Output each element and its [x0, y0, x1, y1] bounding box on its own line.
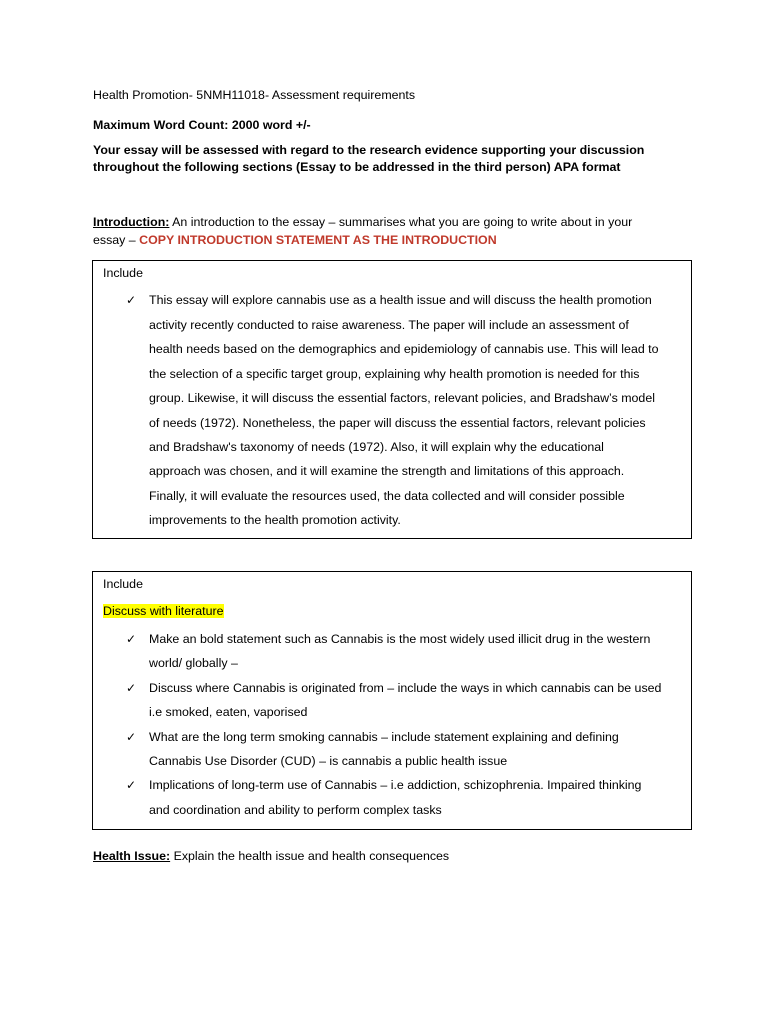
list-item-line: What are the long term smoking cannabis – include statement explaining and defining	[149, 730, 619, 744]
intro-statement-line: Finally, it will evaluate the resources used, the data collected and will consider possible	[149, 489, 625, 503]
introduction-include-box	[92, 260, 692, 539]
discuss-literature-label	[103, 604, 224, 618]
introduction-line-1	[93, 215, 632, 229]
introduction-text: An introduction to the essay – summarises what you are going to write about in your	[169, 215, 633, 229]
word-count-line: Maximum Word Count: 2000 word +/-	[93, 118, 311, 132]
literature-include-box	[92, 571, 692, 830]
list-item-line: Make an bold statement such as Cannabis is the most widely used illicit drug in the western	[149, 632, 651, 646]
document-title: Health Promotion- 5NMH11018- Assessment requirements	[93, 88, 416, 102]
list-item-line: and coordination and ability to perform complex tasks	[149, 803, 442, 817]
health-issue-heading: Health Issue:	[93, 849, 171, 863]
list-item-line: world/ globally –	[149, 656, 238, 670]
intro-statement-line: improvements to the health promotion activity.	[149, 513, 401, 527]
intro-statement-line: group. Likewise, it will discuss the essential factors, relevant policies, and Bradshaw’s model	[149, 391, 655, 405]
health-issue-line	[93, 849, 449, 863]
checkmark-icon: ✓	[126, 778, 137, 792]
intro-statement-line: approach was chosen, and it will examine the strength and limitations of this approach.	[149, 464, 625, 478]
checkmark-icon: ✓	[126, 632, 137, 646]
introduction-line-2	[93, 233, 497, 247]
list-item-line: i.e smoked, eaten, vaporised	[149, 705, 308, 719]
assessment-line-1: Your essay will be assessed with regard to the research evidence supporting your discussion	[93, 143, 645, 157]
highlighted-text: Discuss with literature	[103, 604, 224, 618]
list-item-line: Implications of long-term use of Cannabis – i.e addiction, schizophrenia. Impaired thinking	[149, 778, 642, 792]
list-item-line: Discuss where Cannabis is originated from – include the ways in which cannabis can be used	[149, 681, 662, 695]
intro-statement-line: the selection of a specific target group, explaining why health promotion is needed for this	[149, 367, 640, 381]
intro-statement-line: health needs based on the demographics and epidemiology of cannabis use. This will lead to	[149, 342, 659, 356]
checkmark-icon: ✓	[126, 730, 137, 744]
list-item-line: Cannabis Use Disorder (CUD) – is cannabis a public health issue	[149, 754, 508, 768]
intro-statement-line: This essay will explore cannabis use as a health issue and will discuss the health promotion	[149, 293, 652, 307]
checkmark-icon: ✓	[126, 681, 137, 695]
introduction-instruction: COPY INTRODUCTION STATEMENT AS THE INTRODUCTION	[139, 233, 497, 247]
intro-statement-line: activity recently conducted to raise awareness. The paper will include an assessment of	[149, 318, 629, 332]
assessment-line-2: throughout the following sections (Essay to be addressed in the third person) APA format	[93, 160, 621, 174]
health-issue-text: Explain the health issue and health consequences	[170, 849, 450, 863]
intro-statement-line: and Bradshaw's taxonomy of needs (1972). Also, it will explain why the educational	[149, 440, 604, 454]
checkmark-icon: ✓	[126, 293, 137, 307]
include-label: Include	[103, 577, 143, 591]
include-label: Include	[103, 266, 143, 280]
introduction-heading: Introduction:	[93, 215, 170, 229]
introduction-text-2: essay –	[93, 233, 140, 247]
intro-statement-line: of needs (1972). Nonetheless, the paper will discuss the essential factors, relevant policies	[149, 416, 646, 430]
